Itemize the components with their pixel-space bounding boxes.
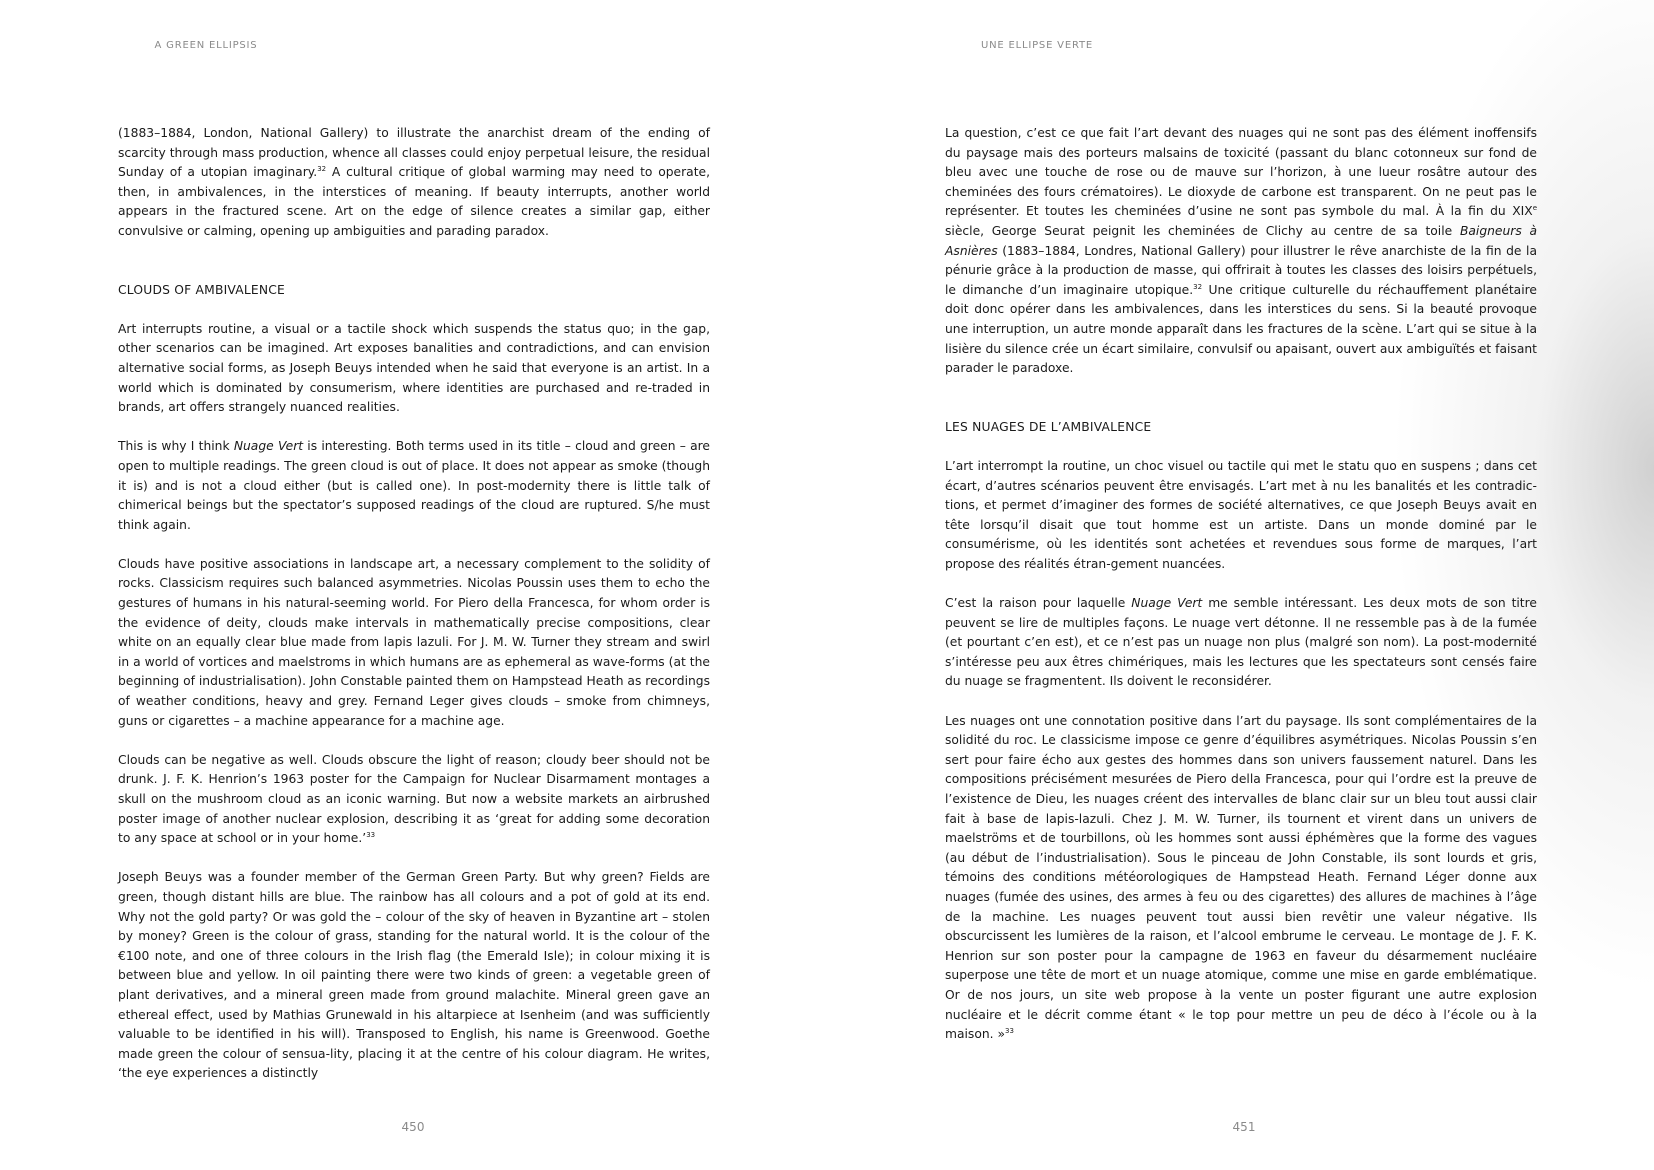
page-number: 450 <box>401 1120 425 1134</box>
text-run: This is why I think <box>118 439 234 454</box>
artwork-title: Baigneurs à Asnières <box>945 223 1537 258</box>
text-run: Les nuages ont une connotation positive dans l’art du paysage. Ils sont complémentaires de la solidité du roc. Le classicisme impose ce genre d’équilibres asymétriques. Nicolas Poussin s’en sert pour faire écho aux gestes des hommes dans son univers faussement naturel. Dans les compositions précisément mesurées de Piero della Francesca, pour qui l’ordre est la preuve de l’existence de Dieu, les nuages créent des intervalles de blanc clair sur un bleu tout aussi clair fait à base de lapis-lazuli. Chez J. M. W. Turner, ils tournent et virent dans un univers de maelströms et de tourbillons, où les hommes sont aussi éphémères que la forme des vagues (au début de l’industrialisation). Sous le pinceau de John Constable, ils sont lourds et gris, témoins des conditions météorologiques de Hampstead Heath. Fernand Léger donne aux nuages (fumée des usines, des armes à feu ou des cigarettes) des allures de machines à l’âge de la machine. Les nuages peuvent tout aussi bien revêtir une valeur négative. Ils obscurcissent les lumières de la raison, et l’alcool embrume le cerveau. Le montage de J. F. K. Henrion sur son poster pour la campagne de 1963 en faveur du désarmement nucléaire superpose une tête de mort et un nuage atomique, comme une mise en garde emblématique. Or de nos jours, un site web propose à la vente un poster figurant une autre explosion nucléaire et le décrit comme étant « le top pour mettre un peu de déco à l’école ou à la maison. » <box>945 713 1537 1042</box>
running-head: UNE ELLIPSE VERTE <box>981 40 1093 51</box>
text-run: (1883–1884, London, National Gallery) to illustrate the anarchist dream of the ending of scarcity through mass production, whence all classes could enjoy perpetual leisure, the residual Sunday of a utopian imaginary. <box>118 126 710 180</box>
paragraph: Art interrupts routine, a visual or a tactile shock which suspends the status quo; in the gap, other scenarios can be imagined. Art exposes banalities and contradictions, and can envision alternative social forms, as Joseph Beuys intended when he said that everyone is an artist. In a world which is dominated by consumerism, where identities are purchased and re-traded in brands, art offers strangely nuanced realities. <box>118 321 710 415</box>
artwork-title: Nuage Vert <box>1131 596 1203 611</box>
text-run: La question, c’est ce que fait l’art devant des nuages qui ne sont pas des élément inoffensifs du paysage mais des porteurs malsains de toxicité (passant du blanc cotonneux sur fond de bleu avec une touche de rose ou de mauve sur l’horizon, à une lueur rosâtre autour des cheminées des fours crématoires). Le dioxyde de carbone est transparent. On ne peut pas le représenter. Et toutes les cheminées d’usine ne sont pas symbole du mal. À la fin du XIX <box>945 126 1537 219</box>
page-number: 451 <box>1232 1120 1256 1134</box>
superscript: e <box>1532 204 1537 213</box>
right-page <box>827 0 1654 1170</box>
running-head: A GREEN ELLIPSIS <box>154 40 258 51</box>
paragraph <box>945 594 1537 692</box>
text-run: (1883–1884, Londres, National Gallery) pour illustrer le rêve anarchiste de la fin de la pénurie grâce à la production de masse, qui offrirait à toutes les classes des loisirs perpétuels, le dimanche d’un imaginaire utopique. <box>945 243 1537 297</box>
text-run: Une critique culturelle du réchauffement planétaire doit donc opérer dans les ambivalences, dans les interstices du sens. Si la beauté provoque une interruption, un autre monde apparaît dans les fractures de la scène. L’art qui se situe à la lisière du silence crée un écart similaire, convulsif ou apaisant, ouvert aux ambiguïtés et faisant parader le paradoxe. <box>945 282 1537 376</box>
footnote-ref: 33 <box>1005 1027 1014 1036</box>
footnote-ref: 33 <box>366 831 376 840</box>
paragraph <box>118 751 710 849</box>
body-text <box>945 124 1537 1064</box>
text-run: siècle, George Seurat peignit les cheminées de Clichy au centre de sa toile <box>945 223 1460 238</box>
section-heading: CLOUDS OF AMBIVALENCE <box>118 282 286 297</box>
artwork-title: Nuage Vert <box>233 439 304 454</box>
footnote-ref: 32 <box>317 165 327 174</box>
text-run: me semble intéressant. Les deux mots de son titre peuvent se lire de multiples façons. Le nuage vert détonne. Il ne ressemble pas à de la fumée (et pourtant c’en est), et ce n’est pas un nuage non plus (malgré son nom). La post-modernité s’intéresse peu aux êtres chimériques, mais les lectures que les spectateurs sont censés faire du nuage se fragmentent. Ils doivent le reconsidérer. <box>945 596 1537 689</box>
paragraph <box>118 437 710 535</box>
text-run: is interesting. Both terms used in its title – cloud and green – are open to multiple readings. The green cloud is out of place. It does not appear as smoke (though it is) and is not a cloud either (but is called one). In post-modernity there is little talk of chimerical beings but the spectator’s supposed readings of the cloud are ruptured. S/he must think again. <box>118 439 710 532</box>
section-heading: LES NUAGES DE L’AMBIVALENCE <box>945 419 1152 434</box>
text-run: Clouds can be negative as well. Clouds obscure the light of reason; cloudy beer should not be drunk. J. F. K. Henrion’s 1963 poster for the Campaign for Nuclear Disarmament montages a skull on the mushroom cloud as an iconic warning. But now a website markets an airbrushed poster image of another nuclear explosion, describing it as ‘great for adding some decoration to any space at school or in your home.’ <box>118 752 710 846</box>
paragraph: Joseph Beuys was a founder member of the German Green Party. But why green? Fields are green, though distant hills are blue. The rainbow has all colours and a pot of gold at its end. Why not the gold party? Or was gold the – colour of the sky of heaven in Byzantine art – stolen by money? Green is the colour of grass, standing for the natural world. It is the colour of the €100 note, and one of three colours in the Irish flag (the Emerald Isle); in colour mixing it is between blue and yellow. In oil painting there were two kinds of green: a vegetable green of plant derivatives, and a mineral green made from ground malachite. Mineral green gave an ethereal effect, used by Mathias Grunewald in his altarpiece at Isenheim (and was sufficiently valuable to be identified in his will). Transposed to English, his name is Greenwood. Goethe made green the colour of sensua-lity, placing it at the centre of his colour diagram. He writes, ‘the eye experiences a distinctly <box>118 870 710 1081</box>
paragraph <box>945 712 1537 1045</box>
footnote-ref: 32 <box>1193 282 1203 291</box>
paragraph: Clouds have positive associations in landscape art, a necessary complement to the solidity of rocks. Classicism requires such balanced asymmetries. Nicolas Poussin uses them to echo the gestures of humans in his natural-seeming world. For Piero della Francesca, for whom order is the evidence of deity, clouds make intervals in mathematically precise compositions, clear white on an equally clear blue made from lapis lazuli. For J. M. W. Turner they stream and swirl in a world of vortices and maelstroms in which humans are as ephemeral as wave-forms (at the beginning of industrialisation). John Constable painted them on Hampstead Heath as recordings of weather conditions, heavy and grey. Fernand Leger gives clouds – smoke from chimneys, guns or cigarettes – a machine appearance for a machine age. <box>118 556 710 728</box>
paragraph <box>945 124 1537 379</box>
body-text <box>118 124 710 1104</box>
text-run: A cultural critique of global warming may need to operate, then, in ambivalences, in the interstices of meaning. If beauty interrupts, another world appears in the fractured scene. Art on the edge of silence creates a similar gap, either convulsive or calming, opening up ambiguities and parading paradox. <box>118 165 710 238</box>
paragraph: L’art interrompt la routine, un choc visuel ou tactile qui met le statu quo en suspens ; dans cet écart, d’autres scénarios peuvent être envisagés. L’art met à nu les banalités et les contradic-tions, et permet d’imaginer des formes de société alternatives, ce que Joseph Beuys avait en tête lorsqu’il disait que tout homme est un artiste. Dans un monde dominé par le consumérisme, où les identités sont achetées et revendues sous forme de marques, l’art propose des réalités étran-gement nuancées. <box>945 458 1537 571</box>
paragraph <box>118 124 710 242</box>
text-run: C’est la raison pour laquelle <box>945 596 1132 611</box>
